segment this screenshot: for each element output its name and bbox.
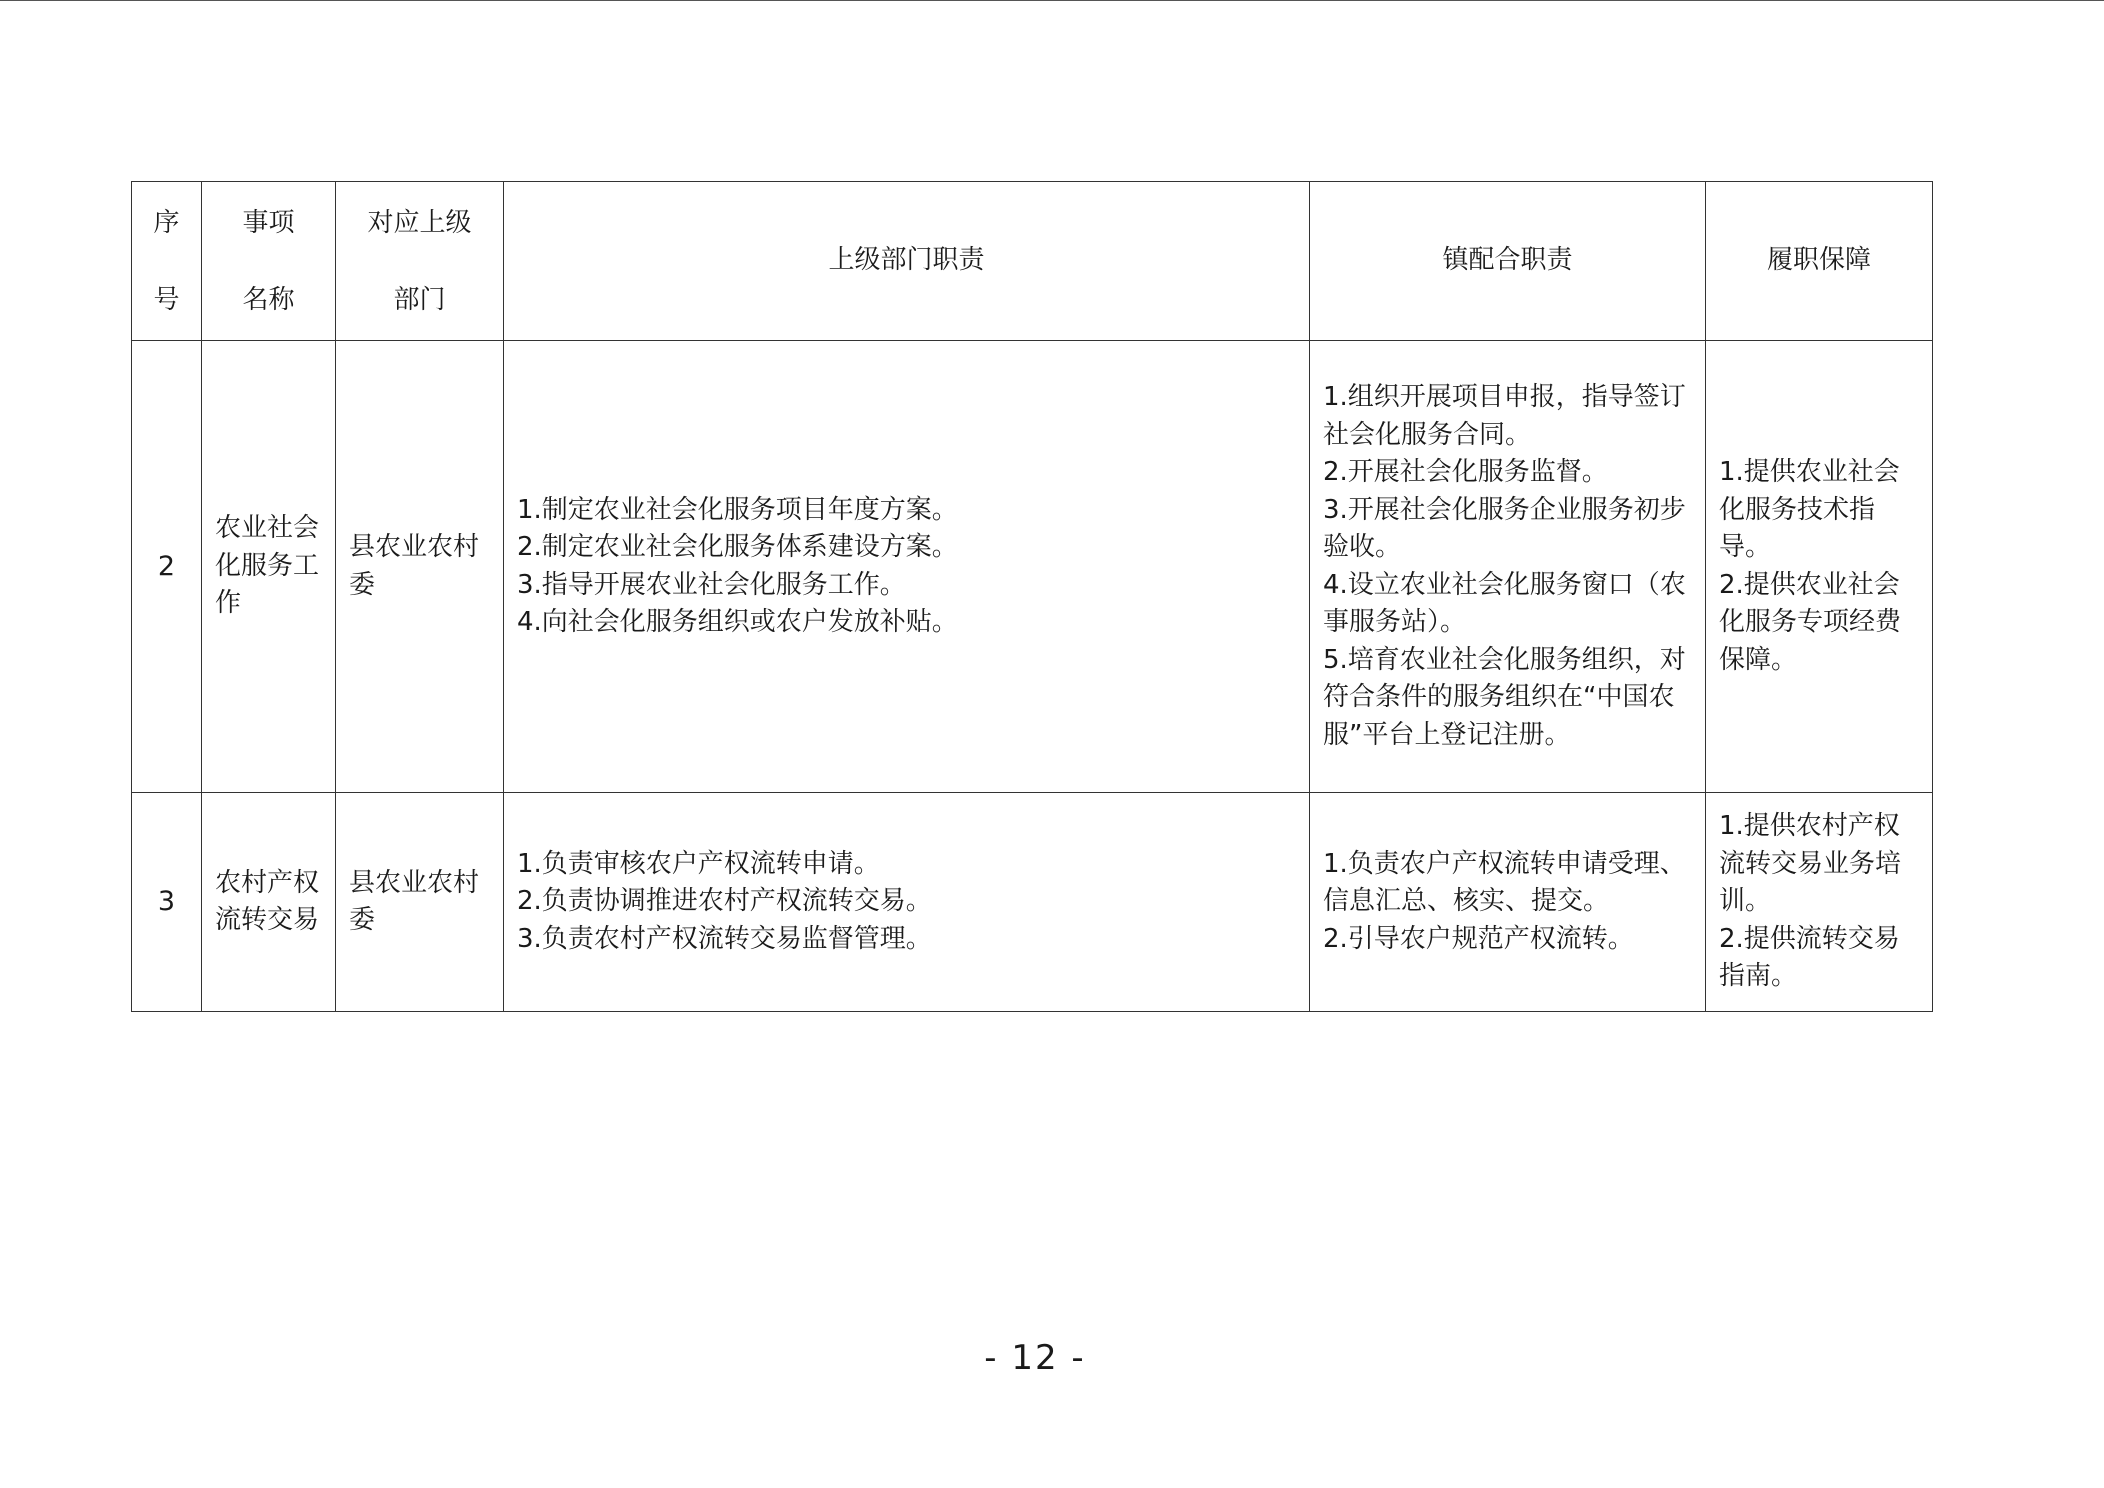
duty-table (131, 181, 1933, 1012)
list-item: 2.引导农户规范产权流转。 (1323, 923, 1634, 954)
page-number: - 12 - (984, 1338, 1086, 1378)
list-item: 1.负责审核农户产权流转申请。 (517, 848, 880, 879)
header-dept-line2: 部门 (393, 284, 446, 315)
list-item: 4.设立农业社会化服务窗口（农事服务站）。 (1323, 569, 1686, 637)
header-item-name (202, 182, 336, 341)
cell-guarantees (1706, 341, 1933, 793)
cell-upper-duties (504, 793, 1310, 1012)
table-row (132, 341, 1933, 793)
list-item: 1.组织开展项目申报，指导签订社会化服务合同。 (1323, 382, 1686, 450)
list-item: 1.提供农业社会化服务技术指导。 (1719, 457, 1900, 562)
list-item: 2.提供农业社会化服务专项经费保障。 (1719, 569, 1902, 675)
cell-seq: 2 (132, 341, 202, 793)
header-seq-line2: 号 (153, 284, 180, 315)
list-item: 3.指导开展农业社会化服务工作。 (517, 569, 906, 600)
cell-town-duties (1310, 793, 1706, 1012)
table-row (132, 793, 1933, 1012)
cell-upper-duties (504, 341, 1310, 793)
list-item: 1.提供农村产权流转交易业务培训。 (1719, 811, 1902, 917)
header-upper-dept (336, 182, 504, 341)
header-guarantee: 履职保障 (1706, 182, 1933, 341)
list-item: 1.制定农业社会化服务项目年度方案。 (517, 494, 958, 525)
header-item-line2: 名称 (242, 284, 295, 315)
cell-guarantees (1706, 793, 1933, 1012)
table-header-row (132, 182, 1933, 341)
cell-town-duties (1310, 341, 1706, 793)
list-item: 2.提供流转交易指南。 (1719, 923, 1900, 992)
list-item: 2.制定农业社会化服务体系建设方案。 (517, 532, 958, 562)
list-item: 2.负责协调推进农村产权流转交易。 (517, 886, 932, 917)
page-top-border (0, 0, 2104, 1)
list-item: 3.负责农村产权流转交易监督管理。 (517, 923, 932, 954)
cell-item-name: 农业社会化服务工作 (202, 341, 336, 793)
header-upper-duty: 上级部门职责 (504, 182, 1310, 341)
list-item: 5.培育农业社会化服务组织，对符合条件的服务组织在“中国农服”平台上登记注册。 (1323, 644, 1686, 750)
header-seq-line1: 序 (153, 207, 180, 238)
header-item-line1: 事项 (242, 207, 295, 238)
header-town-duty: 镇配合职责 (1310, 182, 1706, 341)
list-item: 1.负责农户产权流转申请受理、信息汇总、核实、提交。 (1323, 848, 1686, 917)
header-seq (132, 182, 202, 341)
cell-item-name: 农村产权流转交易 (202, 793, 336, 1012)
cell-upper-dept: 县农业农村委 (336, 793, 504, 1012)
cell-seq: 3 (132, 793, 202, 1012)
list-item: 3.开展社会化服务企业服务初步验收。 (1323, 494, 1686, 562)
list-item: 2.开展社会化服务监督。 (1323, 457, 1608, 487)
cell-upper-dept: 县农业农村委 (336, 341, 504, 793)
list-item: 4.向社会化服务组织或农户发放补贴。 (517, 607, 958, 637)
header-dept-line1: 对应上级 (367, 207, 472, 238)
